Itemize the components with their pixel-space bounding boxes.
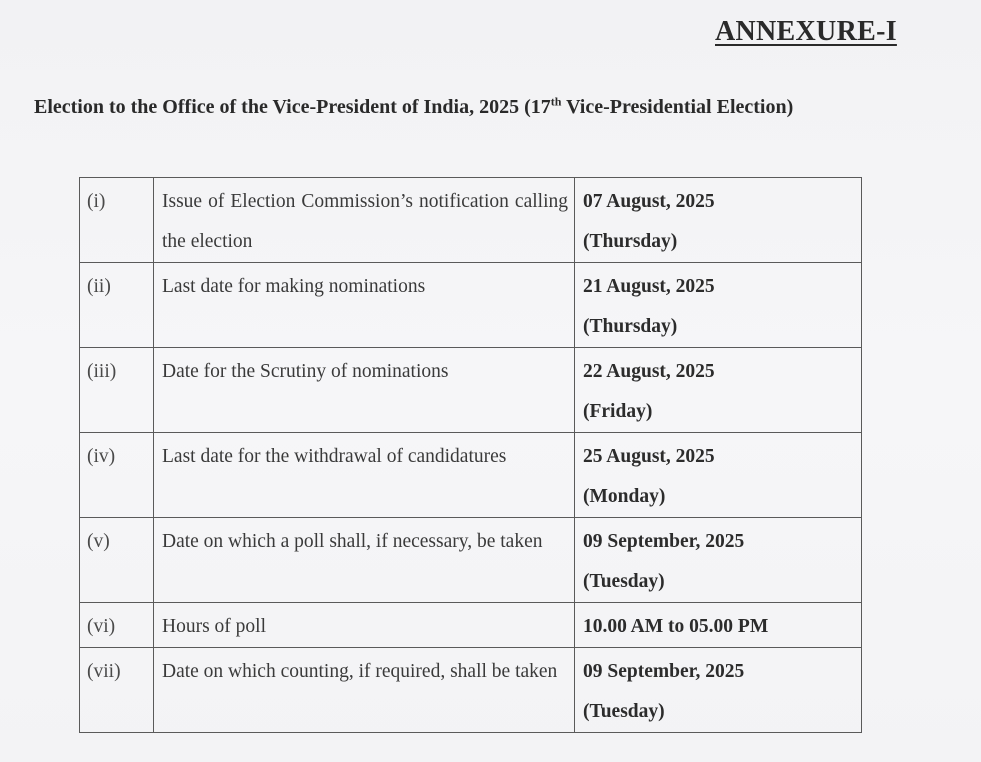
- row-description: Last date for the withdrawal of candidatures: [154, 433, 575, 518]
- row-number: (vii): [80, 648, 154, 733]
- row-date-cell: [575, 263, 862, 348]
- row-number: (v): [80, 518, 154, 603]
- table-row: [80, 263, 862, 348]
- row-number: (i): [80, 178, 154, 263]
- row-date: 09 September, 2025: [583, 531, 745, 552]
- row-day: (Tuesday): [583, 701, 665, 722]
- document-title: [34, 96, 793, 119]
- table-row: [80, 603, 862, 648]
- row-day: (Tuesday): [583, 571, 665, 592]
- row-date-cell: [575, 518, 862, 603]
- row-date-cell: [575, 348, 862, 433]
- table-row: [80, 518, 862, 603]
- row-description: Date on which counting, if required, shall be taken: [154, 648, 575, 733]
- row-day: (Friday): [583, 401, 653, 422]
- row-description: Hours of poll: [154, 603, 575, 648]
- row-date: 09 September, 2025: [583, 661, 745, 682]
- row-number: (ii): [80, 263, 154, 348]
- table-row: [80, 348, 862, 433]
- row-date: 21 August, 2025: [583, 276, 715, 297]
- row-date: 07 August, 2025: [583, 191, 715, 212]
- row-day: (Thursday): [583, 316, 678, 337]
- title-superscript: th: [550, 94, 562, 109]
- row-number: (iii): [80, 348, 154, 433]
- table-row: [80, 178, 862, 263]
- title-text-main: Election to the Office of the Vice-President of India, 2025 (17: [34, 96, 551, 118]
- election-schedule-table: [79, 177, 862, 733]
- row-number: (iv): [80, 433, 154, 518]
- annexure-heading: ANNEXURE-I: [715, 16, 897, 47]
- row-description: Last date for making nominations: [154, 263, 575, 348]
- row-date: 22 August, 2025: [583, 361, 715, 382]
- table-row: [80, 648, 862, 733]
- row-description: Date for the Scrutiny of nominations: [154, 348, 575, 433]
- row-date: 10.00 AM to 05.00 PM: [583, 616, 769, 637]
- title-text-end: Vice-Presidential Election): [561, 96, 794, 118]
- row-day: (Monday): [583, 486, 666, 507]
- row-day: (Thursday): [583, 231, 678, 252]
- row-description: Date on which a poll shall, if necessary, be taken: [154, 518, 575, 603]
- row-number: (vi): [80, 603, 154, 648]
- row-date: 25 August, 2025: [583, 446, 715, 467]
- row-date-cell: [575, 603, 862, 648]
- row-date-cell: [575, 178, 862, 263]
- row-date-cell: [575, 648, 862, 733]
- row-date-cell: [575, 433, 862, 518]
- row-description: Issue of Election Commission’s notification calling the election: [154, 178, 575, 263]
- table-row: [80, 433, 862, 518]
